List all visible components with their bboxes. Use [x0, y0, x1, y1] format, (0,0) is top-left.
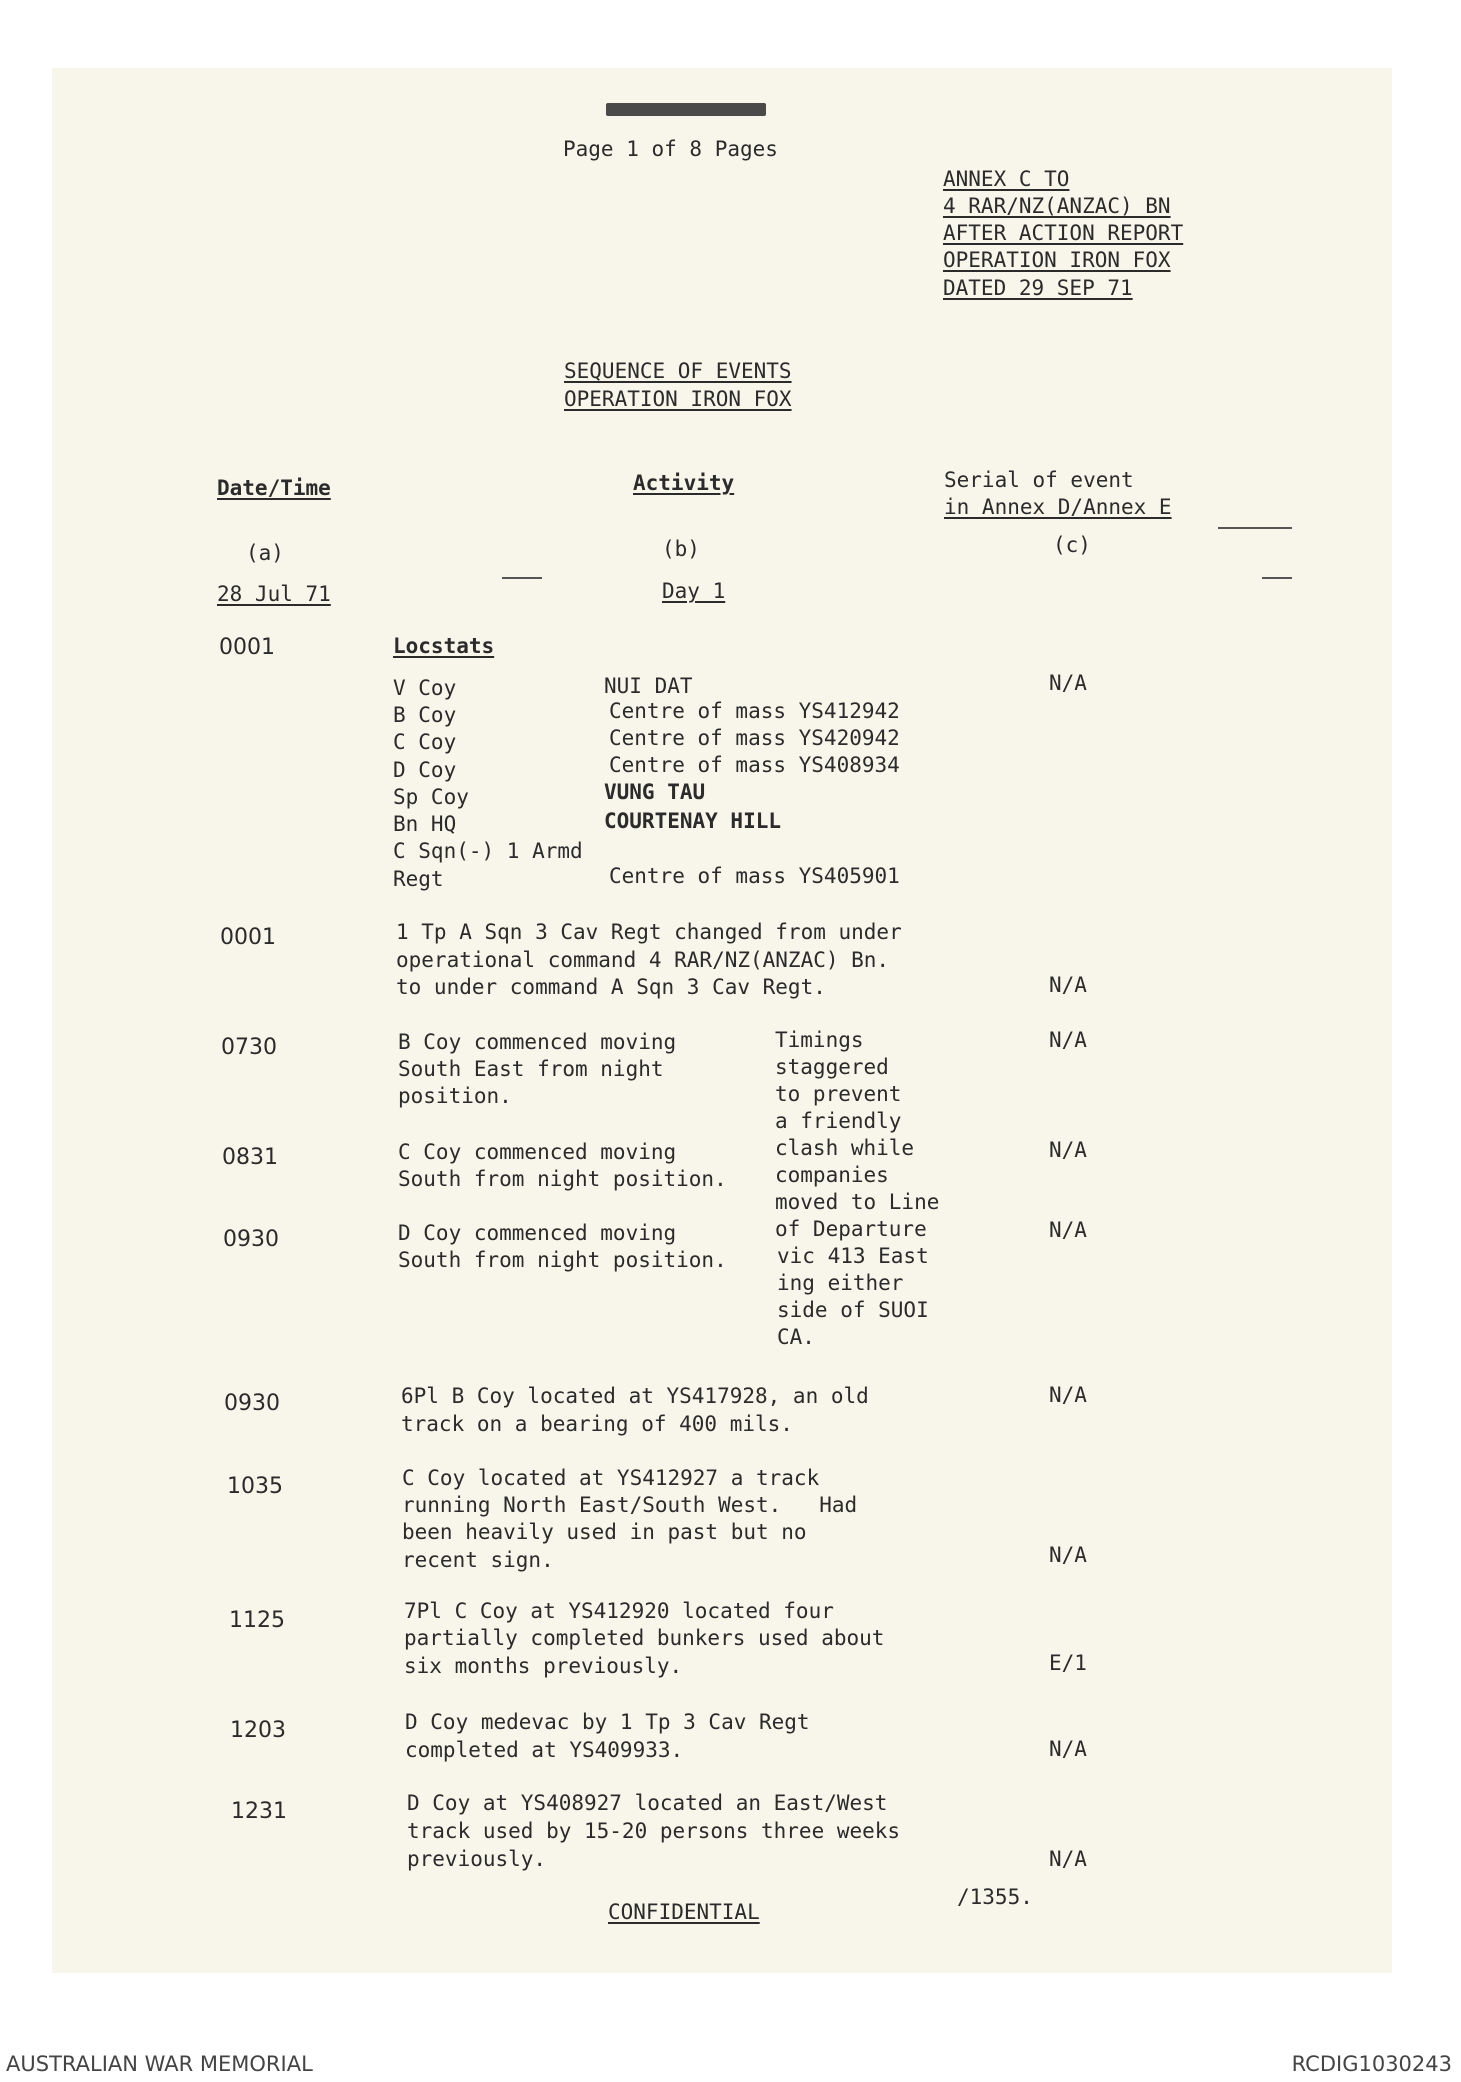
event-text: previously. — [407, 1847, 547, 1871]
event-serial: N/A — [1049, 1737, 1087, 1761]
event-time: 1035 — [227, 1474, 283, 1499]
event-time: 1125 — [229, 1608, 285, 1633]
event-text: six months previously. — [404, 1654, 683, 1678]
col-header-serial-1: Serial of event — [944, 468, 1134, 492]
event-time: 1203 — [230, 1718, 286, 1743]
archive-id: RCDIG1030243 — [1291, 2052, 1452, 2076]
event-time: 0930 — [223, 1227, 279, 1252]
col-label-a: (a) — [246, 541, 284, 565]
event-text: to under command A Sqn 3 Cav Regt. — [396, 975, 826, 999]
event-serial: N/A — [1049, 1138, 1087, 1162]
title-line-1: SEQUENCE OF EVENTS — [564, 359, 792, 383]
date-heading: 28 Jul 71 — [217, 582, 331, 606]
event-text: recent sign. — [402, 1548, 554, 1572]
event-text: B Coy commenced moving — [398, 1030, 677, 1054]
event-text: South from night position. — [398, 1167, 727, 1191]
locstats-unit: Regt — [393, 867, 444, 891]
event-serial: N/A — [1049, 1028, 1087, 1052]
locstats-unit: Bn HQ — [393, 812, 457, 836]
col-header-serial-2: in Annex D/Annex E — [944, 495, 1172, 519]
archive-label: AUSTRALIAN WAR MEMORIAL — [6, 2052, 313, 2076]
locstats-unit: C Sqn(-) 1 Armd — [393, 839, 583, 863]
event-text: C Coy located at YS412927 a track — [402, 1466, 820, 1490]
event-text: South East from night — [398, 1057, 664, 1081]
event-time: 0831 — [222, 1145, 278, 1170]
event-text: been heavily used in past but no — [402, 1520, 807, 1544]
locstats-location: Centre of mass YS412942 — [609, 699, 900, 723]
event-text: track used by 15-20 persons three weeks — [407, 1819, 901, 1843]
event-text: D Coy commenced moving — [398, 1221, 677, 1245]
col-label-c: (c) — [1053, 533, 1091, 557]
annex-line-5: DATED 29 SEP 71 — [943, 276, 1133, 300]
timings-note-line: Timings — [775, 1028, 864, 1052]
margin-dash — [1262, 577, 1292, 579]
event-serial: N/A — [1049, 1218, 1087, 1242]
event-text: completed at YS409933. — [405, 1738, 684, 1762]
classification-top — [606, 96, 742, 123]
locstats-unit: C Coy — [393, 730, 457, 754]
locstats-location: Centre of mass YS408934 — [609, 753, 900, 777]
locstats-heading: Locstats — [393, 634, 495, 658]
event-text: track on a bearing of 400 mils. — [401, 1412, 793, 1436]
event-time: 1231 — [231, 1799, 287, 1824]
col-header-activity: Activity — [633, 471, 735, 495]
locstats-location: NUI DAT — [604, 674, 693, 698]
event-serial: N/A — [1049, 1847, 1087, 1871]
event-text: running North East/South West. Had — [402, 1493, 858, 1517]
event-text: partially completed bunkers used about — [404, 1626, 885, 1650]
col-header-date-time: Date/Time — [217, 476, 331, 500]
event-text: 6Pl B Coy located at YS417928, an old — [401, 1384, 869, 1408]
timings-note-line: a friendly — [775, 1109, 902, 1133]
event-text: 1 Tp A Sqn 3 Cav Regt changed from under — [396, 920, 902, 944]
event-time: 0730 — [221, 1035, 277, 1060]
document-page — [52, 68, 1392, 1973]
annex-line-3: AFTER ACTION REPORT — [943, 221, 1184, 245]
timings-note-line: moved to Line — [775, 1190, 940, 1214]
margin-dash — [502, 577, 542, 579]
page-number: Page 1 of 8 Pages — [563, 137, 778, 161]
event-time: 0001 — [220, 925, 276, 950]
col-label-b: (b) — [662, 537, 700, 561]
continuation-marker: /1355. — [957, 1885, 1033, 1909]
timings-note-line: staggered — [775, 1055, 889, 1079]
annex-line-2: 4 RAR/NZ(ANZAC) BN — [943, 194, 1171, 218]
title-line-2: OPERATION IRON FOX — [564, 387, 792, 411]
event-text: D Coy medevac by 1 Tp 3 Cav Regt — [405, 1710, 810, 1734]
locstats-location: Centre of mass YS420942 — [609, 726, 900, 750]
timings-note-line: companies — [775, 1163, 889, 1187]
event-serial: N/A — [1049, 1543, 1087, 1567]
annex-line-4: OPERATION IRON FOX — [943, 248, 1171, 272]
event-serial: E/1 — [1049, 1651, 1087, 1675]
locstats-location: Centre of mass YS405901 — [609, 864, 900, 888]
event-text: 7Pl C Coy at YS412920 located four — [404, 1599, 834, 1623]
event-text: South from night position. — [398, 1248, 727, 1272]
locstats-location: COURTENAY HILL — [604, 809, 782, 833]
event-text: position. — [398, 1084, 512, 1108]
event-serial: N/A — [1049, 1383, 1087, 1407]
locstats-location: VUNG TAU — [604, 780, 706, 804]
locstats-unit: B Coy — [393, 703, 457, 727]
event-text: D Coy at YS408927 located an East/West — [407, 1791, 888, 1815]
event-time: 0930 — [224, 1391, 280, 1416]
timings-note-line: vic 413 East — [777, 1244, 929, 1268]
timings-note-line: to prevent — [775, 1082, 902, 1106]
timings-note-line: CA. — [777, 1325, 815, 1349]
day-heading: Day 1 — [662, 579, 726, 603]
margin-dash — [1218, 527, 1292, 529]
event-text: operational command 4 RAR/NZ(ANZAC) Bn. — [396, 948, 890, 972]
annex-line-1: ANNEX C TO — [943, 167, 1070, 191]
locstats-serial: N/A — [1049, 671, 1087, 695]
timings-note-line: of Departure — [775, 1217, 927, 1241]
event-serial: N/A — [1049, 973, 1087, 997]
classification-bottom: CONFIDENTIAL — [608, 1900, 760, 1924]
event-text: C Coy commenced moving — [398, 1140, 677, 1164]
timings-note-line: side of SUOI — [777, 1298, 929, 1322]
locstats-unit: V Coy — [393, 676, 457, 700]
timings-note-line: clash while — [775, 1136, 915, 1160]
locstats-unit: Sp Coy — [393, 785, 469, 809]
timings-note-line: ing either — [777, 1271, 904, 1295]
locstats-unit: D Coy — [393, 758, 457, 782]
locstats-time: 0001 — [219, 635, 275, 660]
